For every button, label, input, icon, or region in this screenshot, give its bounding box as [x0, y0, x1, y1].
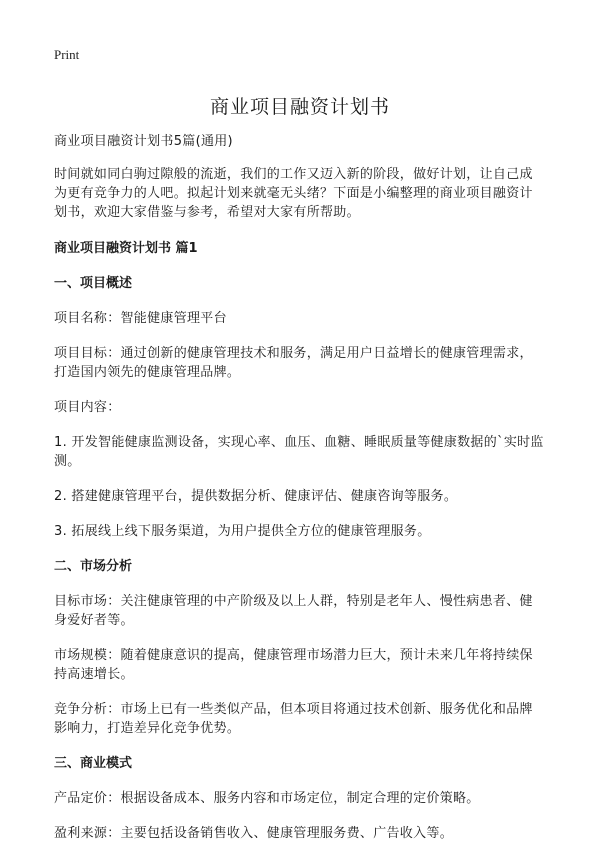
project-content-label: 项目内容： — [54, 400, 121, 415]
section-heading-overview: 一、项目概述 — [54, 276, 133, 291]
part1-heading: 商业项目融资计划书 篇1 — [54, 241, 198, 256]
section-heading-business: 三、商业模式 — [54, 756, 133, 771]
page-title: 商业项目融资计划书 — [209, 96, 390, 118]
business-pricing: 产品定价：根据设备成本、服务内容和市场定位，制定合理的定价策略。 — [54, 791, 480, 806]
section-heading-market: 二、市场分析 — [54, 559, 133, 574]
market-scale: 市场规模：随着健康意识的提高，健康管理市场潜力巨大，预计未来几年将持续保持高速增长。 — [54, 648, 533, 682]
document-subtitle: 商业项目融资计划书5篇(通用) — [54, 134, 233, 149]
business-revenue: 盈利来源：主要包括设备销售收入、健康管理服务费、广告收入等。 — [54, 826, 454, 841]
market-target: 目标市场：关注健康管理的中产阶级及以上人群，特别是老年人、慢性病患者、健身爱好者等。 — [54, 594, 533, 628]
project-content-item-2: 2. 搭建健康管理平台，提供数据分析、健康评估、健康咨询等服务。 — [54, 489, 458, 504]
project-content-item-3: 3. 拓展线上线下服务渠道，为用户提供全方位的健康管理服务。 — [54, 524, 431, 539]
project-name: 项目名称：智能健康管理平台 — [54, 311, 227, 326]
intro-paragraph: 时间就如同白驹过隙般的流逝，我们的工作又迈入新的阶段，做好计划，让自己成为更有竞争力的人吧。拟起计划来就毫无头绪？下面是小编整理的商业项目融资计划书，欢迎大家借鉴与参考，希望对大家有所帮助。 — [54, 167, 533, 220]
print-link[interactable]: Print — [54, 47, 80, 62]
market-competition: 竞争分析：市场上已有一些类似产品，但本项目将通过技术创新、服务优化和品牌影响力，打造差异化竞争优势。 — [54, 702, 533, 736]
project-goal: 项目目标：通过创新的健康管理技术和服务，满足用户日益增长的健康管理需求，打造国内领先的健康管理品牌。 — [54, 346, 533, 380]
project-content-item-1: 1. 开发智能健康监测设备，实现心率、血压、血糖、睡眠质量等健康数据的`实时监测。 — [54, 435, 544, 469]
